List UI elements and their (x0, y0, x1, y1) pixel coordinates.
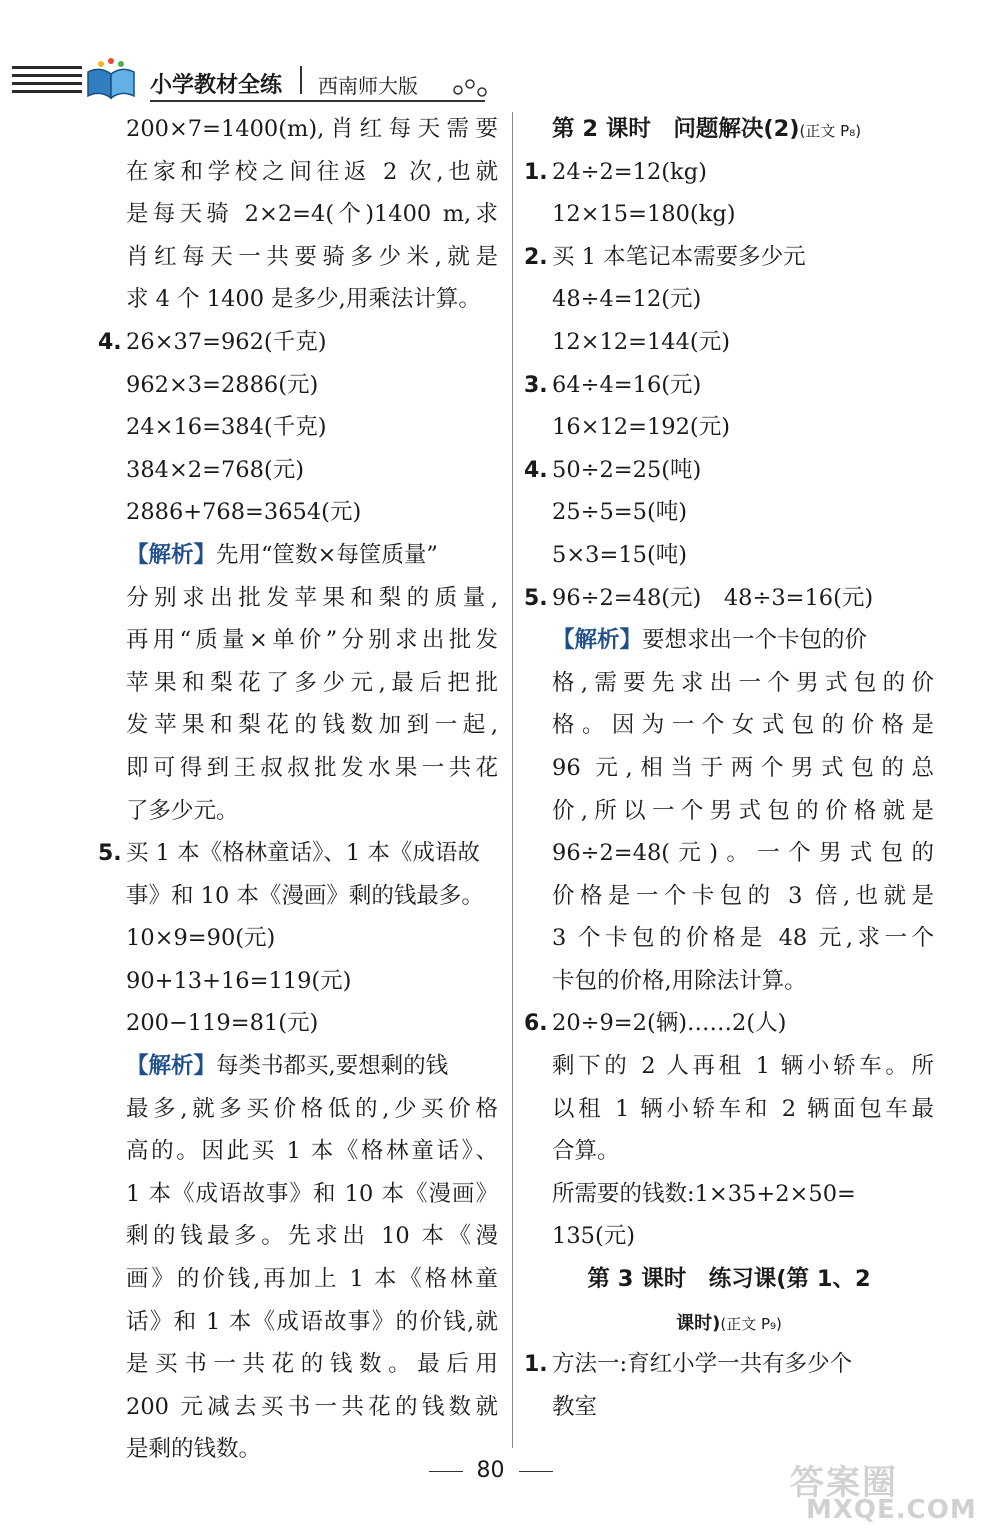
question-1 (524, 1343, 934, 1386)
analysis-line: 发苹果和梨花的钱数加到一起, (126, 712, 498, 739)
answer-text: 135(元) (552, 1223, 636, 1250)
question-6 (524, 1002, 934, 1045)
equation: 10×9=90(元) (126, 925, 276, 952)
textbook-reference: (正文 P₈) (799, 122, 862, 140)
text-line: 是每天骑 2×2=4(个)1400 m,求 (126, 201, 498, 228)
answer-text: 事》和 10 本《漫画》剩的钱最多。 (126, 882, 484, 909)
lesson-title: 第 2 课时 问题解决(2) (552, 116, 800, 142)
equation: 16×12=192(元) (552, 414, 730, 441)
header-rule-lines (12, 66, 82, 98)
analysis-line: 话》和 1 本《成语故事》的价钱,就 (126, 1308, 498, 1335)
analysis-line: 画》的价钱,再加上 1 本《格林童 (126, 1266, 498, 1293)
answer-text: 合算。 (552, 1138, 620, 1165)
analysis-line: 苹果和梨花了多少元,最后把批 (126, 669, 498, 696)
question-number: 1. (524, 159, 548, 185)
analysis-text: 先用“筐数×每筐质量” (216, 541, 438, 568)
analysis-line: 最多,就多买价格低的,少买价格 (126, 1095, 498, 1122)
question-4 (98, 321, 498, 364)
lesson-title: 课时) (676, 1312, 721, 1334)
analysis-line: 格,需要先求出一个男式包的价 (552, 669, 934, 696)
analysis-line: 96 元,相当于两个男式包的总 (552, 754, 934, 781)
lesson-title: 第 3 课时 练习课(第 1、2 (587, 1266, 871, 1293)
question-4 (524, 449, 934, 492)
analysis-line (98, 1045, 498, 1088)
answer-text: 买 1 本《格林童话》、1 本《成语故 (126, 840, 480, 867)
question-3 (524, 364, 934, 407)
answer-text: 买 1 本笔记本需要多少元 (552, 243, 806, 270)
analysis-line: 是剩的钱数。 (126, 1436, 262, 1463)
question-5 (98, 832, 498, 875)
left-column (98, 108, 498, 1471)
question-number: 3. (524, 372, 548, 398)
analysis-line: 价,所以一个男式包的价格就是 (552, 797, 934, 824)
analysis-line: 了多少元。 (126, 797, 239, 824)
analysis-line: 卡包的价格,用除法计算。 (552, 967, 807, 994)
analysis-line: 价格是一个卡包的 3 倍,也就是 (552, 882, 934, 909)
decorative-dots-icon (452, 76, 492, 102)
equation: 64÷4=16(元) (552, 371, 702, 398)
equation: 12×12=144(元) (552, 328, 730, 355)
lesson-3-heading-cont (524, 1301, 934, 1344)
analysis-line: 高的。因此买 1 本《格林童话》、 (126, 1138, 498, 1165)
text-line: 求 4 个 1400 是多少,用乘法计算。 (126, 286, 481, 313)
right-column (524, 108, 934, 1428)
analysis-line: 分别求出批发苹果和梨的质量, (126, 584, 498, 611)
lesson-3-heading (524, 1258, 934, 1301)
text-line: 在家和学校之间往返 2 次,也就 (126, 158, 498, 185)
question-1 (524, 151, 934, 194)
equation: 48÷4=12(元) (552, 286, 702, 313)
analysis-line: 即可得到王叔叔批发水果一共花 (126, 754, 498, 781)
analysis-line: 3 个卡包的价格是 48 元,求一个 (552, 925, 934, 952)
analysis-text: 每类书都买,要想剩的钱 (216, 1053, 449, 1080)
analysis-line: 格。因为一个女式包的价格是 (552, 712, 934, 739)
answer-text: 教室 (552, 1393, 598, 1420)
equation: 384×2=768(元) (126, 456, 304, 483)
answer-text: 方法一:育红小学一共有多少个 (552, 1351, 853, 1378)
question-number: 5. (98, 841, 122, 867)
series-title: 小学教材全练 (150, 73, 283, 98)
equation: 200−119=81(元) (126, 1010, 319, 1037)
equation: 90+13+16=119(元) (126, 967, 352, 994)
lesson-2-heading (524, 108, 934, 151)
analysis-text: 要想求出一个卡包的价 (642, 627, 868, 654)
analysis-line: 200 元减去买书一共花的钱数就 (126, 1393, 498, 1420)
analysis-line: 剩的钱最多。先求出 10 本《漫 (126, 1223, 498, 1250)
question-number: 4. (98, 329, 122, 355)
analysis-tag: 【解析】 (552, 627, 643, 654)
question-number: 2. (524, 244, 548, 270)
equation: 962×3=2886(元) (126, 371, 319, 398)
equation: 20÷9=2(辆)……2(人) (552, 1010, 787, 1037)
textbook-reference: (正文 P₉) (720, 1314, 782, 1333)
equation: 24×16=384(千克) (126, 414, 327, 441)
open-book-icon (84, 58, 138, 102)
question-number: 5. (524, 585, 548, 611)
page-number-dash (429, 1471, 463, 1472)
analysis-tag: 【解析】 (126, 1053, 217, 1080)
equation: 26×37=962(千克) (126, 328, 327, 355)
header-underline (150, 100, 485, 102)
answer-text: 以租 1 辆小轿车和 2 辆面包车最 (552, 1095, 934, 1122)
equation: 25÷5=5(吨) (552, 499, 688, 526)
page-number-value: 80 (476, 1458, 505, 1483)
watermark (790, 1455, 977, 1535)
watermark-url: MXQE.COM (806, 1495, 977, 1525)
equation: 2886+768=3654(元) (126, 499, 362, 526)
question-2 (524, 236, 934, 279)
question-number: 1. (524, 1352, 548, 1378)
answer-text: 所需要的钱数:1×35+2×50= (552, 1180, 856, 1207)
analysis-line: 96÷2=48(元)。一个男式包的 (552, 840, 934, 867)
analysis-line (524, 619, 934, 662)
analysis-line (98, 534, 498, 577)
equation: 24÷2=12(kg) (552, 158, 707, 185)
column-divider (512, 112, 513, 1448)
edition-label: 西南师大版 (318, 74, 418, 98)
watermark-logo: 答案圈 (790, 1463, 898, 1503)
question-5 (524, 577, 934, 620)
equation: 12×15=180(kg) (552, 201, 736, 228)
page-number-dash (519, 1471, 553, 1472)
text-line: 肖红每天一共要骑多少米,就是 (126, 243, 498, 270)
equation: 5×3=15(吨) (552, 541, 688, 568)
equation: 96÷2=48(元) 48÷3=16(元) (552, 584, 874, 611)
analysis-line: 是买书一共花的钱数。最后用 (126, 1351, 498, 1378)
analysis-tag: 【解析】 (126, 541, 217, 568)
analysis-line: 再用“质量×单价”分别求出批发 (126, 627, 498, 654)
text-line: 200×7=1400(m),肖红每天需要 (126, 116, 498, 142)
header-separator (300, 66, 302, 94)
answer-text: 剩下的 2 人再租 1 辆小轿车。所 (552, 1053, 934, 1080)
question-number: 4. (524, 457, 548, 483)
analysis-line: 1 本《成语故事》和 10 本《漫画》 (126, 1180, 498, 1207)
page-header (12, 58, 482, 104)
question-number: 6. (524, 1011, 548, 1037)
equation: 50÷2=25(吨) (552, 456, 702, 483)
